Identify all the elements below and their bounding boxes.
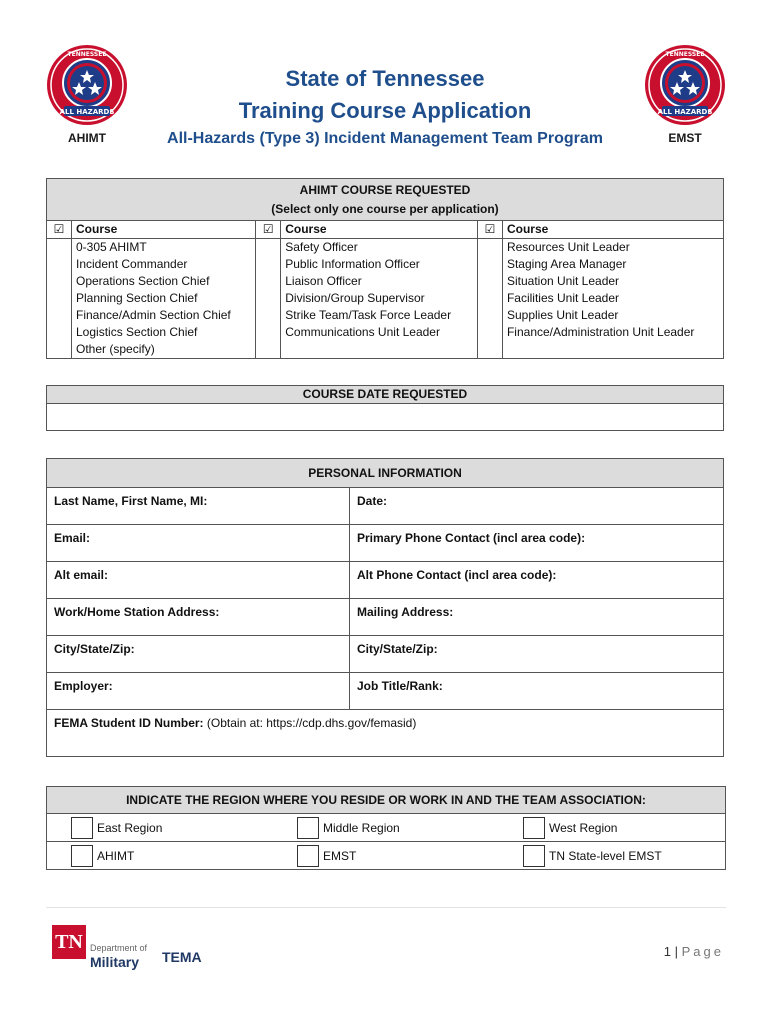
- emst-seal-icon: [644, 44, 726, 126]
- course-option: Staging Area Manager: [502, 256, 723, 273]
- title-line-2: Training Course Application: [238, 98, 532, 123]
- personal-field[interactable]: City/State/Zip:: [350, 636, 724, 673]
- region-option[interactable]: [273, 817, 499, 839]
- course-checkbox[interactable]: [256, 324, 281, 341]
- course-checkbox[interactable]: [477, 307, 502, 324]
- course-option: Safety Officer: [281, 239, 478, 257]
- region-option-label: East Region: [97, 820, 163, 835]
- course-subheading: (Select only one course per application): [271, 202, 499, 216]
- region-option[interactable]: [499, 817, 725, 839]
- right-seal-caption: EMST: [668, 131, 702, 145]
- course-option: Liaison Officer: [281, 273, 478, 290]
- course-section-heading: [47, 179, 724, 221]
- personal-field[interactable]: Alt Phone Contact (incl area code):: [350, 562, 724, 599]
- seal-bottom-text: ALL HAZARDS: [657, 108, 713, 116]
- course-heading: AHIMT COURSE REQUESTED: [299, 183, 471, 197]
- page-sep: |: [671, 944, 682, 959]
- checkbox-icon[interactable]: [297, 845, 319, 867]
- checkbox-icon[interactable]: [71, 817, 93, 839]
- course-option: Resources Unit Leader: [502, 239, 723, 257]
- check-header-2: ☑: [256, 221, 281, 239]
- course-requested-table: [46, 178, 724, 359]
- course-checkbox[interactable]: [47, 290, 72, 307]
- title-line-3: All-Hazards (Type 3) Incident Management Team Program: [167, 130, 603, 147]
- region-option-label: AHIMT: [97, 848, 135, 863]
- region-section: [46, 786, 726, 870]
- personal-field[interactable]: Alt email:: [47, 562, 350, 599]
- footer-divider: [46, 907, 726, 908]
- fema-id-field[interactable]: [47, 710, 724, 757]
- personal-field[interactable]: City/State/Zip:: [47, 636, 350, 673]
- course-checkbox[interactable]: [256, 273, 281, 290]
- personal-field[interactable]: Job Title/Rank:: [350, 673, 724, 710]
- course-col-header-2: Course: [281, 221, 478, 239]
- region-section-heading: INDICATE THE REGION WHERE YOU RESIDE OR WORK IN AND THE TEAM ASSOCIATION:: [47, 787, 725, 814]
- region-option-label: EMST: [323, 848, 357, 863]
- personal-info-table: [46, 458, 724, 757]
- personal-field[interactable]: Last Name, First Name, MI:: [47, 488, 350, 525]
- course-col-header-1: Course: [72, 221, 256, 239]
- seal-top-text: TENNESSEE: [67, 51, 107, 58]
- course-option: Logistics Section Chief: [72, 324, 256, 341]
- course-option: Finance/Admin Section Chief: [72, 307, 256, 324]
- empty-cell: [256, 341, 281, 359]
- region-option[interactable]: [499, 845, 725, 867]
- check-header-3: ☑: [477, 221, 502, 239]
- ahimt-seal-icon: [46, 44, 128, 126]
- region-option-label: West Region: [549, 820, 618, 835]
- left-seal-caption: AHIMT: [68, 131, 106, 145]
- course-checkbox[interactable]: [256, 290, 281, 307]
- course-option: Facilities Unit Leader: [502, 290, 723, 307]
- course-checkbox[interactable]: [477, 256, 502, 273]
- course-option: Supplies Unit Leader: [502, 307, 723, 324]
- personal-section-heading: PERSONAL INFORMATION: [47, 459, 724, 488]
- course-checkbox[interactable]: [477, 239, 502, 257]
- personal-field[interactable]: Date:: [350, 488, 724, 525]
- empty-cell: [281, 341, 478, 359]
- seal-bottom-text: ALL HAZARDS: [59, 108, 115, 116]
- military-text: Military: [90, 954, 140, 970]
- empty-cell: [502, 341, 723, 359]
- course-option: Strike Team/Task Force Leader: [281, 307, 478, 324]
- personal-field[interactable]: Work/Home Station Address:: [47, 599, 350, 636]
- region-option[interactable]: [47, 845, 273, 867]
- dept-text: Department of: [90, 943, 148, 953]
- empty-cell: [477, 341, 502, 359]
- course-option: Operations Section Chief: [72, 273, 256, 290]
- course-option: Public Information Officer: [281, 256, 478, 273]
- course-checkbox[interactable]: [477, 324, 502, 341]
- team-row: [47, 841, 725, 869]
- course-checkbox[interactable]: [477, 290, 502, 307]
- checkbox-icon[interactable]: [297, 817, 319, 839]
- course-option: Communications Unit Leader: [281, 324, 478, 341]
- course-checkbox[interactable]: [256, 239, 281, 257]
- checkbox-icon[interactable]: [523, 817, 545, 839]
- course-checkbox[interactable]: [47, 239, 72, 257]
- check-header-1: ☑: [47, 221, 72, 239]
- course-col-header-3: Course: [502, 221, 723, 239]
- region-option[interactable]: [273, 845, 499, 867]
- fema-id-note: (Obtain at: https://cdp.dhs.gov/femasid): [203, 716, 417, 730]
- course-checkbox[interactable]: [47, 324, 72, 341]
- checkbox-icon[interactable]: [71, 845, 93, 867]
- course-option: Planning Section Chief: [72, 290, 256, 307]
- region-row: [47, 814, 725, 841]
- course-checkbox[interactable]: [256, 307, 281, 324]
- date-section-heading: COURSE DATE REQUESTED: [47, 386, 724, 404]
- course-date-field[interactable]: [47, 404, 724, 431]
- personal-field[interactable]: Mailing Address:: [350, 599, 724, 636]
- page-num: 1: [663, 944, 672, 959]
- course-option: Incident Commander: [72, 256, 256, 273]
- course-date-table: [46, 385, 724, 431]
- course-checkbox[interactable]: [47, 341, 72, 359]
- course-option: Division/Group Supervisor: [281, 290, 478, 307]
- course-option: Other (specify): [72, 341, 256, 359]
- personal-field[interactable]: Primary Phone Contact (incl area code):: [350, 525, 724, 562]
- seal-top-text: TENNESSEE: [665, 51, 705, 58]
- course-checkbox[interactable]: [256, 256, 281, 273]
- fema-id-label: FEMA Student ID Number:: [54, 716, 204, 730]
- page-word: Page: [681, 944, 724, 959]
- course-option: 0-305 AHIMT: [72, 239, 256, 257]
- personal-field[interactable]: Employer:: [47, 673, 350, 710]
- course-checkbox[interactable]: [47, 273, 72, 290]
- course-checkbox[interactable]: [47, 307, 72, 324]
- personal-field[interactable]: Email:: [47, 525, 350, 562]
- region-option-label: Middle Region: [323, 820, 400, 835]
- region-option[interactable]: [47, 817, 273, 839]
- tn-logo: TN: [52, 925, 86, 959]
- title-line-1: State of Tennessee: [285, 66, 485, 91]
- region-option-label: TN State-level EMST: [549, 848, 662, 863]
- course-option: Finance/Administration Unit Leader: [502, 324, 723, 341]
- tema-logo-text: TEMA: [162, 949, 202, 965]
- course-checkbox[interactable]: [477, 273, 502, 290]
- course-option: Situation Unit Leader: [502, 273, 723, 290]
- checkbox-icon[interactable]: [523, 845, 545, 867]
- page-number: [630, 944, 724, 959]
- course-checkbox[interactable]: [47, 256, 72, 273]
